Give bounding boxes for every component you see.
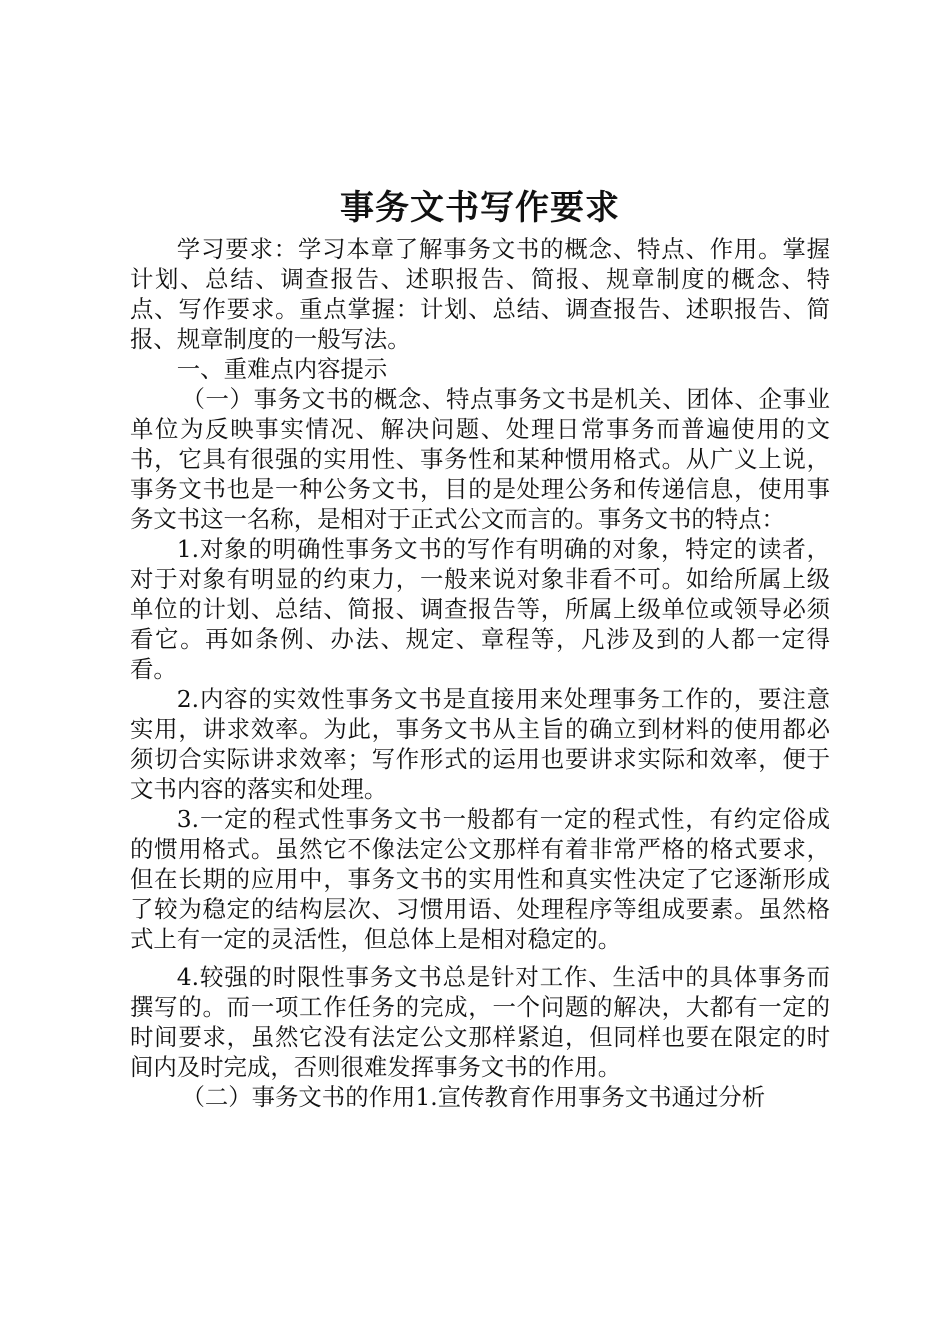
- paragraph-feature-3: 3.一定的程式性事务文书一般都有一定的程式性，有约定俗成的惯用格式。虽然它不像法定公文那样有着非常严格的格式要求，但在长期的应用中，事务文书的实用性和真实性决定了它逐渐形成了较为稳定的结构层次、习惯用语、处理程序等组成要素。虽然格式上有一定的灵活性，但总体上是相对稳定的。: [130, 805, 830, 953]
- paragraph-feature-4: 4.较强的时限性事务文书总是针对工作、生活中的具体事务而撰写的。而一项工作任务的完成，一个问题的解决，大都有一定的时间要求，虽然它没有法定公文那样紧迫，但同样也要在限定的时间内及时完成，否则很难发挥事务文书的作用。: [130, 963, 830, 1081]
- paragraph-feature-1: 1.对象的明确性事务文书的写作有明确的对象，特定的读者，对于对象有明显的约束力，一般来说对象非看不可。如给所属上级单位的计划、总结、简报、调查报告等，所属上级单位或领导必须看它。再如条例、办法、规定、章程等，凡涉及到的人都一定得看。: [130, 535, 830, 683]
- paragraph-feature-2: 2.内容的实效性事务文书是直接用来处理事务工作的，要注意实用，讲求效率。为此，事务文书从主旨的确立到材料的使用都必须切合实际讲求效率；写作形式的运用也要讲求实际和效率，便于文书内容的落实和处理。: [130, 685, 830, 803]
- document-page: [130, 186, 830, 1112]
- document-title: 事务文书写作要求: [340, 188, 620, 228]
- paragraph-concept-features: （一）事务文书的概念、特点事务文书是机关、团体、企事业单位为反映事实情况、解决问题、处理日常事务而普遍使用的文书，它具有很强的实用性、事务性和某种惯用格式。从广义上说，事务文书也是一种公务文书，目的是处理公务和传递信息，使用事务文书这一名称，是相对于正式公文而言的。事务文书的特点：: [130, 385, 830, 533]
- paragraph-functions: （二）事务文书的作用1.宣传教育作用事务文书通过分析: [181, 1083, 766, 1111]
- paragraph-section-heading: 一、重难点内容提示: [176, 355, 388, 383]
- paragraph-study-requirements: 学习要求：学习本章了解事务文书的概念、特点、作用。掌握计划、总结、调查报告、述职报告、简报、规章制度的概念、特点、写作要求。重点掌握：计划、总结、调查报告、述职报告、简报、规章制度的一般写法。: [130, 235, 830, 353]
